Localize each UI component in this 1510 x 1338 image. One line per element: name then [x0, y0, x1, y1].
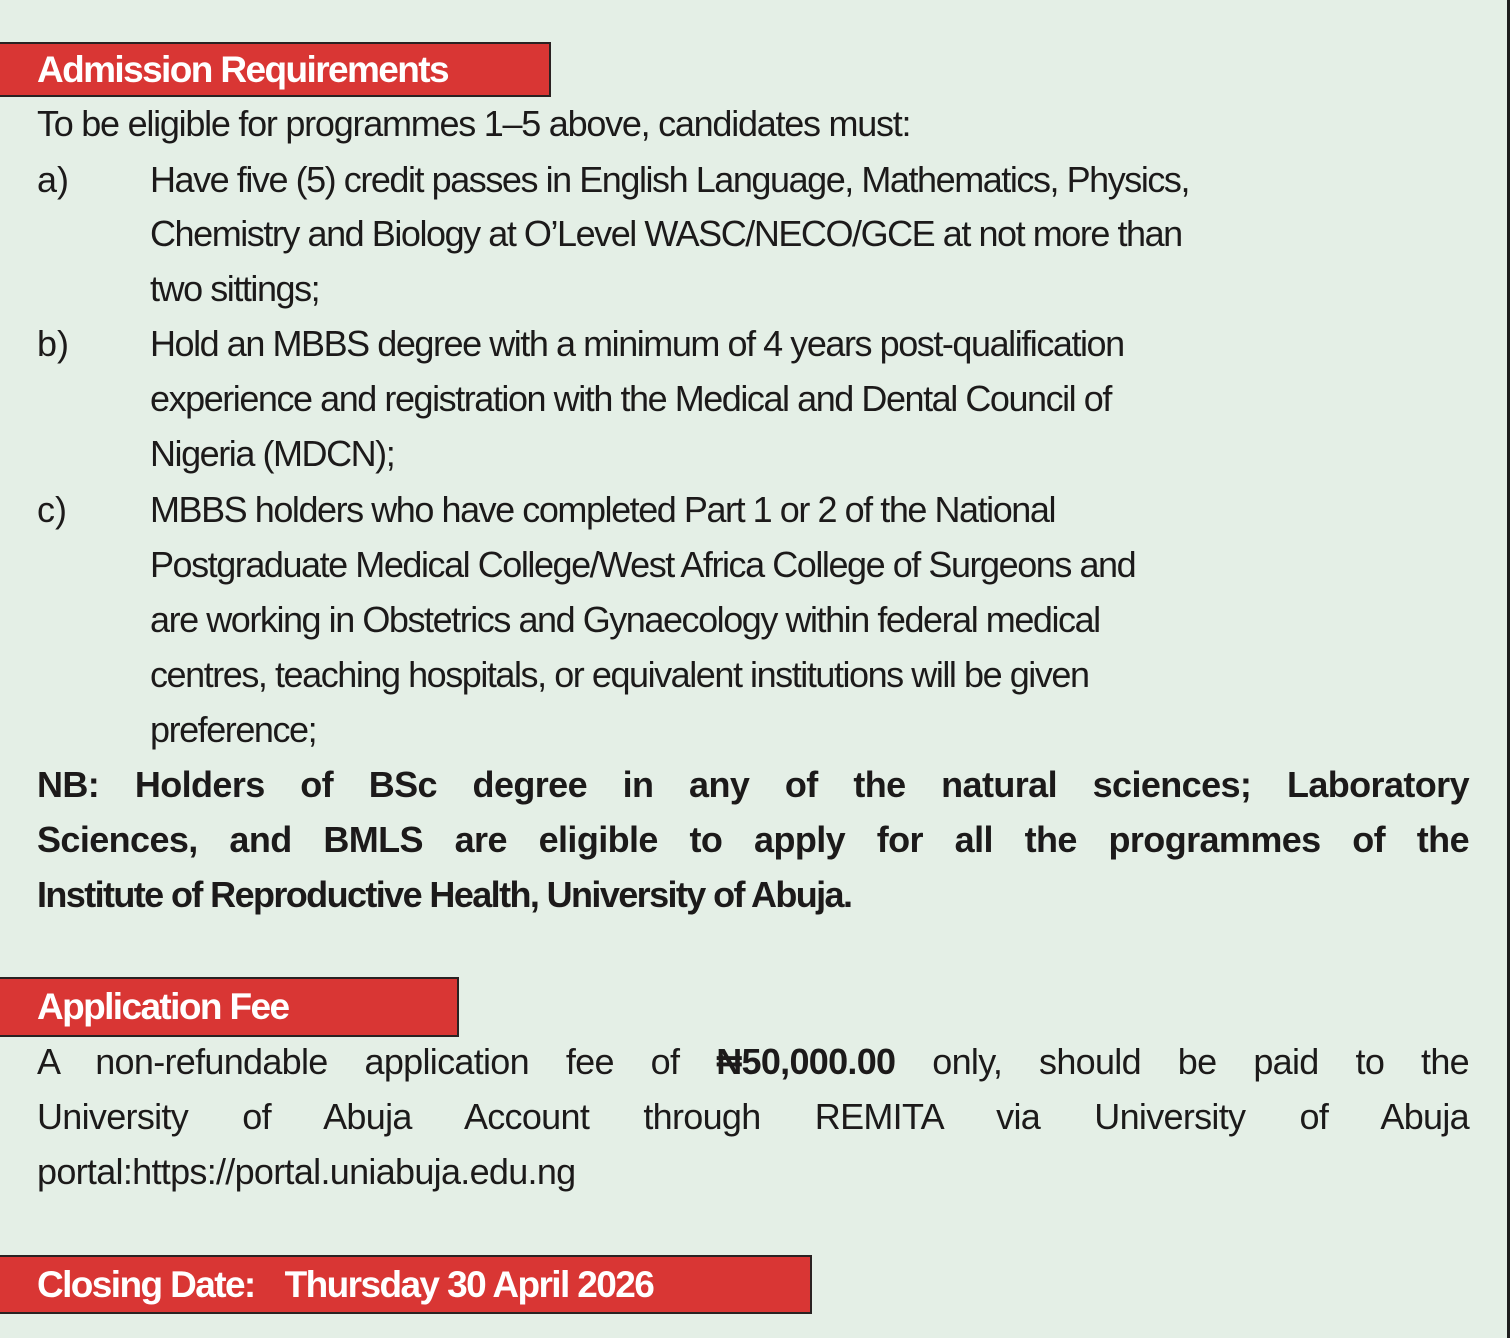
nb-note-line-1: NB: Holders of BSc degree in any of the natural sciences; Laboratory	[37, 764, 1469, 805]
fee-amount: ₦50,000.00	[716, 1041, 896, 1082]
application-fee-heading	[0, 977, 459, 1037]
list-item-c-line-2: Postgraduate Medical College/West Africa College of Surgeons and	[150, 544, 1136, 585]
admission-heading-text: Admission Requirements	[37, 48, 448, 90]
fee-text-after: only, should be paid to the	[895, 1041, 1469, 1082]
admission-requirements-heading	[0, 42, 551, 97]
list-item-c-line-4: centres, teaching hospitals, or equivalent institutions will be given	[150, 654, 1089, 695]
fee-line-1	[37, 1041, 1469, 1082]
list-item-b-line-1: Hold an MBBS degree with a minimum of 4 years post-qualification	[150, 323, 1124, 364]
list-item-c-line-1: MBBS holders who have completed Part 1 or 2 of the National	[150, 489, 1055, 530]
list-item-a-line-2: Chemistry and Biology at O’Level WASC/NECO/GCE at not more than	[150, 213, 1182, 254]
list-item-b-line-3: Nigeria (MDCN);	[150, 433, 395, 474]
admission-intro: To be eligible for programmes 1–5 above, candidates must:	[37, 103, 911, 144]
list-item-a-line-3: two sittings;	[150, 268, 320, 309]
fee-line-2: University of Abuja Account through REMITA via University of Abuja	[37, 1096, 1469, 1137]
list-item-c-line-5: preference;	[150, 709, 317, 750]
fee-text-before: A non-refundable application fee of	[37, 1041, 717, 1082]
list-item-a-line-1: Have five (5) credit passes in English Language, Mathematics, Physics,	[150, 159, 1190, 200]
list-item-b-line-2: experience and registration with the Medical and Dental Council of	[150, 378, 1111, 419]
list-marker-a: a)	[37, 159, 70, 200]
list-item-c-line-3: are working in Obstetrics and Gynaecology within federal medical	[150, 599, 1100, 640]
nb-note-line-2: Sciences, and BMLS are eligible to apply for all the programmes of the	[37, 819, 1469, 860]
portal-link[interactable]: portal:https://portal.uniabuja.edu.ng	[37, 1151, 576, 1192]
closing-date-banner	[0, 1255, 812, 1314]
list-marker-c: c)	[37, 489, 67, 530]
nb-note-line-3: Institute of Reproductive Health, University of Abuja.	[37, 874, 852, 915]
list-marker-b: b)	[37, 323, 70, 364]
closing-date-label: Closing Date:	[37, 1263, 255, 1305]
closing-date-value: Thursday 30 April 2026	[284, 1263, 654, 1305]
fee-heading-text: Application Fee	[37, 986, 289, 1027]
